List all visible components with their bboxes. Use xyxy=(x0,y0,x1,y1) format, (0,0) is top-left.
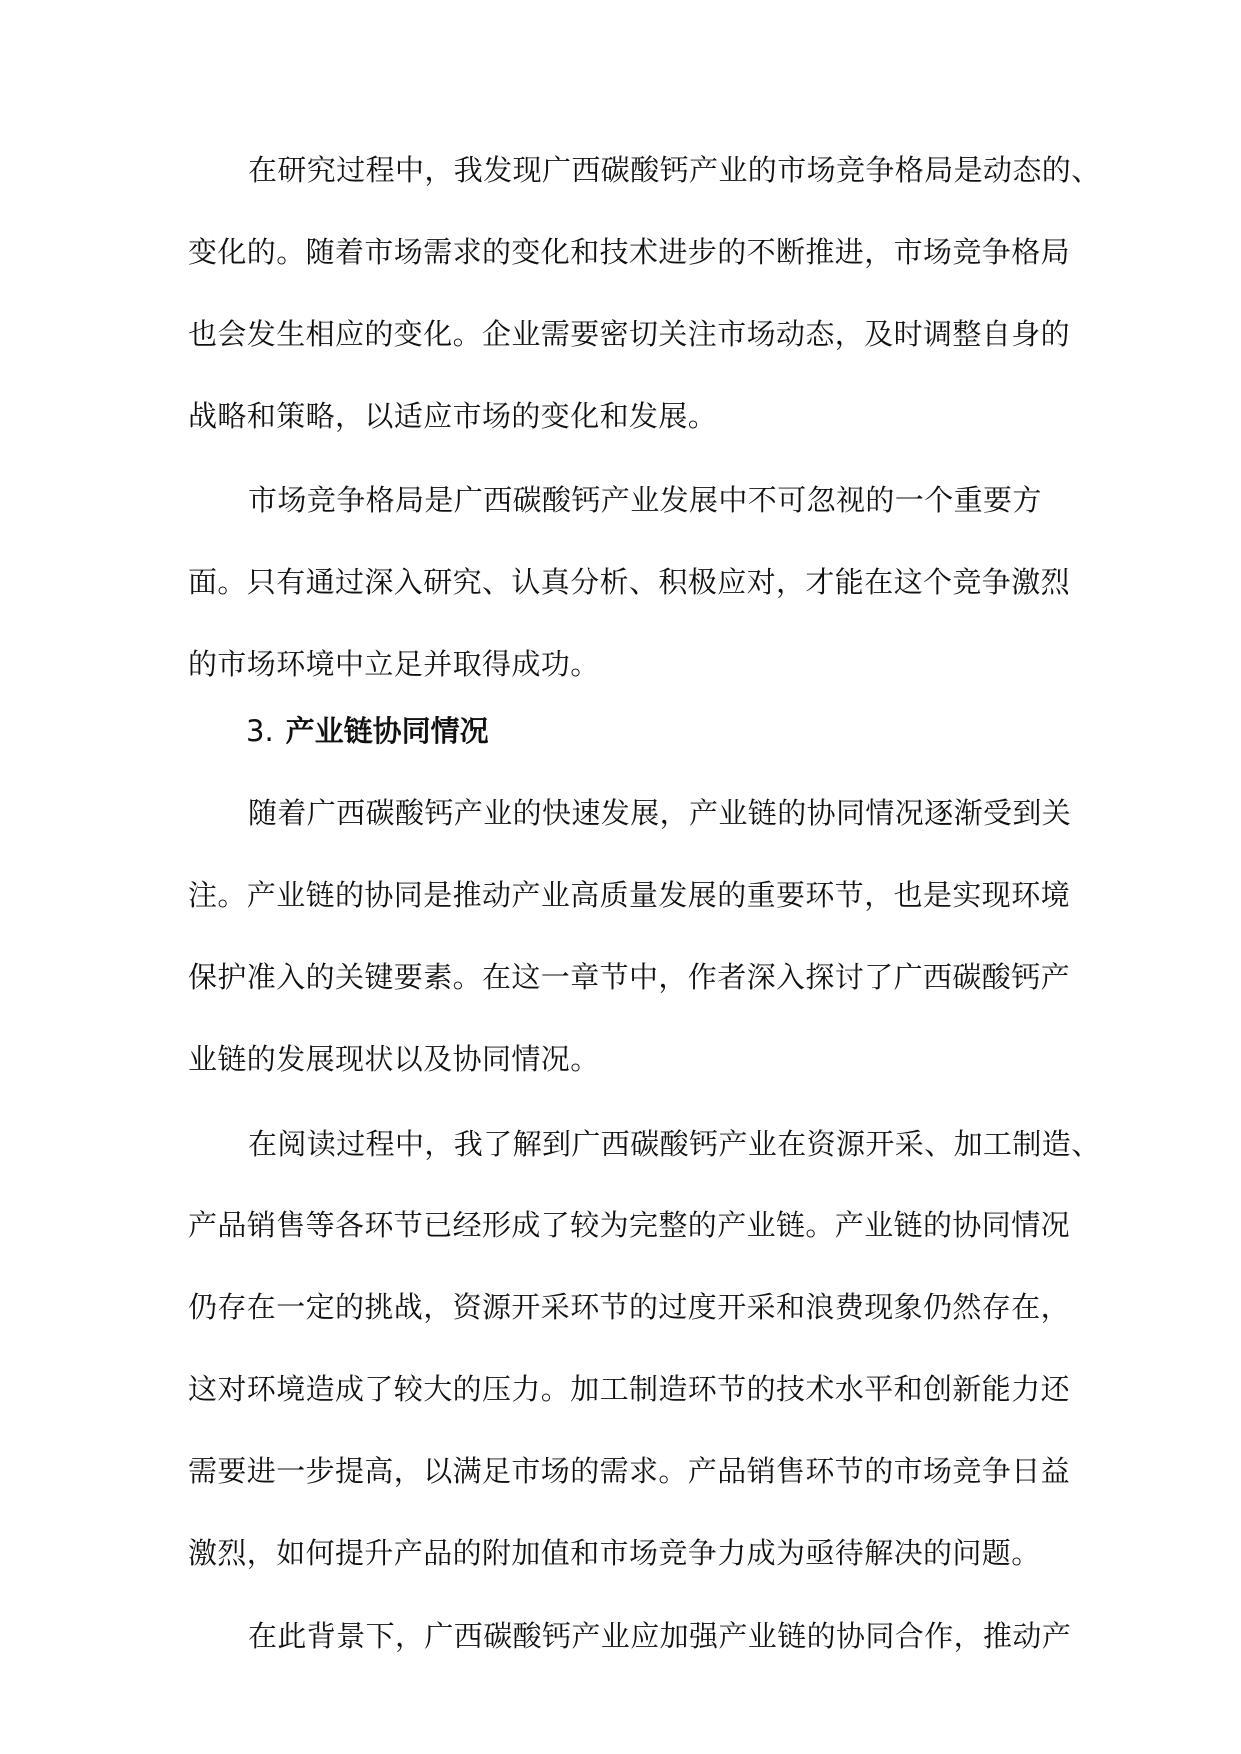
paragraph-2-line-2: 面。只有通过深入研究、认真分析、积极应对，才能在这个竞争激烈 xyxy=(188,565,1071,599)
section-title: 产业链协同情况 xyxy=(285,714,489,748)
section-paragraph-1-line-4: 业链的发展现状以及协同情况。 xyxy=(188,1042,600,1076)
paragraph-2-line-3: 的市场环境中立足并取得成功。 xyxy=(188,647,600,681)
section-paragraph-2-line-2: 产品销售等各环节已经形成了较为完整的产业链。产业链的协同情况 xyxy=(188,1208,1071,1242)
section-paragraph-3-line-1: 在此背景下，广西碳酸钙产业应加强产业链的协同合作，推动产 xyxy=(248,1619,1072,1653)
section-paragraph-2-line-6: 激烈，如何提升产品的附加值和市场竞争力成为亟待解决的问题。 xyxy=(188,1536,1041,1570)
paragraph-1-line-3: 也会发生相应的变化。企业需要密切关注市场动态，及时调整自身的 xyxy=(188,317,1071,351)
paragraph-1-line-4: 战略和策略，以适应市场的变化和发展。 xyxy=(188,399,718,433)
section-number: 3. xyxy=(246,714,274,748)
section-paragraph-2-line-1: 在阅读过程中，我了解到广西碳酸钙产业在资源开采、加工制造、 xyxy=(248,1127,1101,1161)
paragraph-2-line-1: 市场竞争格局是广西碳酸钙产业发展中不可忽视的一个重要方 xyxy=(248,483,1042,517)
section-paragraph-2-line-5: 需要进一步提高，以满足市场的需求。产品销售环节的市场竞争日益 xyxy=(188,1454,1071,1488)
section-paragraph-2-line-3: 仍存在一定的挑战，资源开采环节的过度开采和浪费现象仍然存在， xyxy=(188,1290,1071,1324)
section-paragraph-1-line-2: 注。产业链的协同是推动产业高质量发展的重要环节，也是实现环境 xyxy=(188,878,1071,912)
section-paragraph-2-line-4: 这对环境造成了较大的压力。加工制造环节的技术水平和创新能力还 xyxy=(188,1372,1071,1406)
section-paragraph-1-line-1: 随着广西碳酸钙产业的快速发展，产业链的协同情况逐渐受到关 xyxy=(248,796,1072,830)
paragraph-1-line-2: 变化的。随着市场需求的变化和技术进步的不断推进，市场竞争格局 xyxy=(188,235,1071,269)
section-paragraph-1-line-3: 保护准入的关键要素。在这一章节中，作者深入探讨了广西碳酸钙产 xyxy=(188,960,1071,994)
paragraph-1-line-1: 在研究过程中，我发现广西碳酸钙产业的市场竞争格局是动态的、 xyxy=(248,153,1101,187)
section-heading xyxy=(246,711,489,751)
